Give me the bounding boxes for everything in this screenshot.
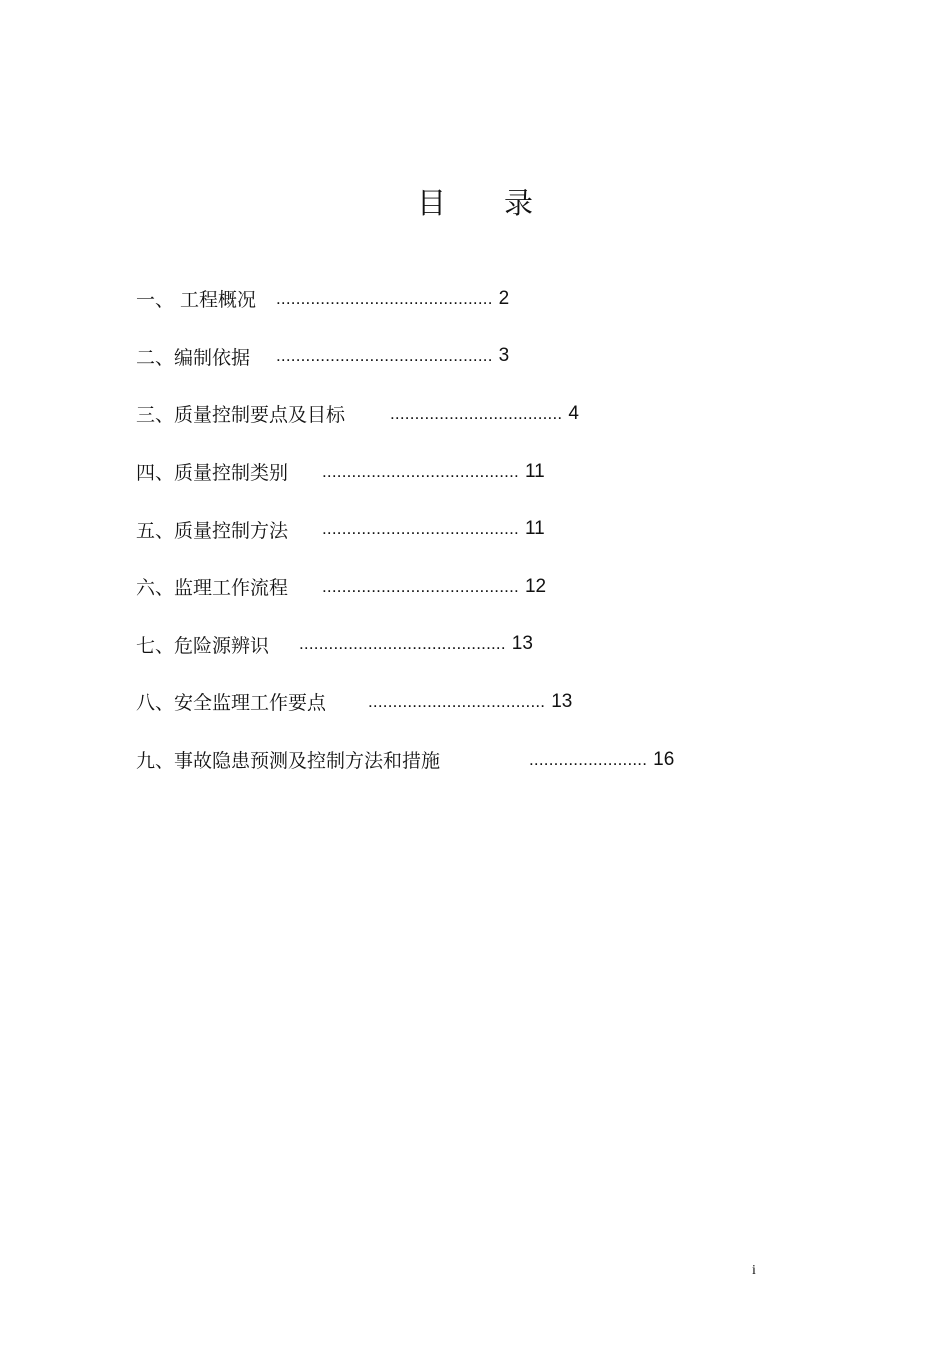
toc-entry-page: 3	[498, 345, 510, 367]
toc-entry-page: 12	[524, 575, 547, 597]
toc-entry-label: 二、编制依据	[136, 346, 251, 369]
toc-entry-2[interactable]	[136, 328, 776, 386]
toc-entry-8[interactable]	[136, 673, 776, 731]
toc-entry-label: 四、质量控制类别	[136, 462, 289, 485]
toc-entry-label: 八、安全监理工作要点	[136, 692, 327, 715]
toc-leader-dots: ........................................	[322, 519, 519, 539]
toc-leader-dots: ........................................	[322, 461, 519, 481]
toc-entry-9[interactable]	[136, 731, 776, 789]
toc-entry-1[interactable]	[136, 270, 776, 328]
toc-leader-dots: ........................	[529, 749, 648, 769]
toc-leader-dots: ...................................	[390, 403, 563, 423]
toc-entry-page: 11	[524, 518, 545, 540]
toc-entry-page: 4	[568, 402, 579, 424]
toc-entry-label: 九、事故隐患预测及控制方法和措施	[136, 750, 441, 773]
page-number: i	[752, 1263, 756, 1278]
toc-entry-6[interactable]	[136, 558, 776, 616]
toc-entry-label: 六、监理工作流程	[136, 577, 289, 600]
toc-entry-label: 五、质量控制方法	[136, 519, 289, 542]
toc-leader-dots: ............................................	[276, 288, 493, 308]
toc-entry-label: 三、质量控制要点及目标	[136, 404, 346, 427]
toc-title	[0, 183, 950, 223]
toc-entry-label: 一、 工程概况	[136, 289, 257, 312]
toc-leader-dots: ............................................	[276, 346, 493, 366]
toc-title-char-1: 目	[416, 186, 446, 220]
toc-leader-dots: ..........................................	[299, 634, 506, 654]
toc-title-char-2: 录	[504, 186, 534, 220]
table-of-contents	[136, 270, 776, 788]
toc-entry-page: 2	[498, 287, 510, 309]
toc-entry-label: 七、危险源辨识	[136, 634, 270, 657]
toc-entry-4[interactable]	[136, 443, 776, 501]
toc-entry-3[interactable]	[136, 385, 776, 443]
toc-leader-dots: ....................................	[368, 691, 546, 711]
toc-leader-dots: ........................................	[322, 576, 519, 596]
toc-entry-7[interactable]	[136, 616, 776, 674]
toc-entry-page: 13	[551, 690, 573, 712]
toc-entry-page: 16	[653, 748, 675, 770]
toc-entry-5[interactable]	[136, 500, 776, 558]
toc-entry-page: 11	[524, 460, 545, 482]
toc-entry-page: 13	[511, 633, 533, 655]
